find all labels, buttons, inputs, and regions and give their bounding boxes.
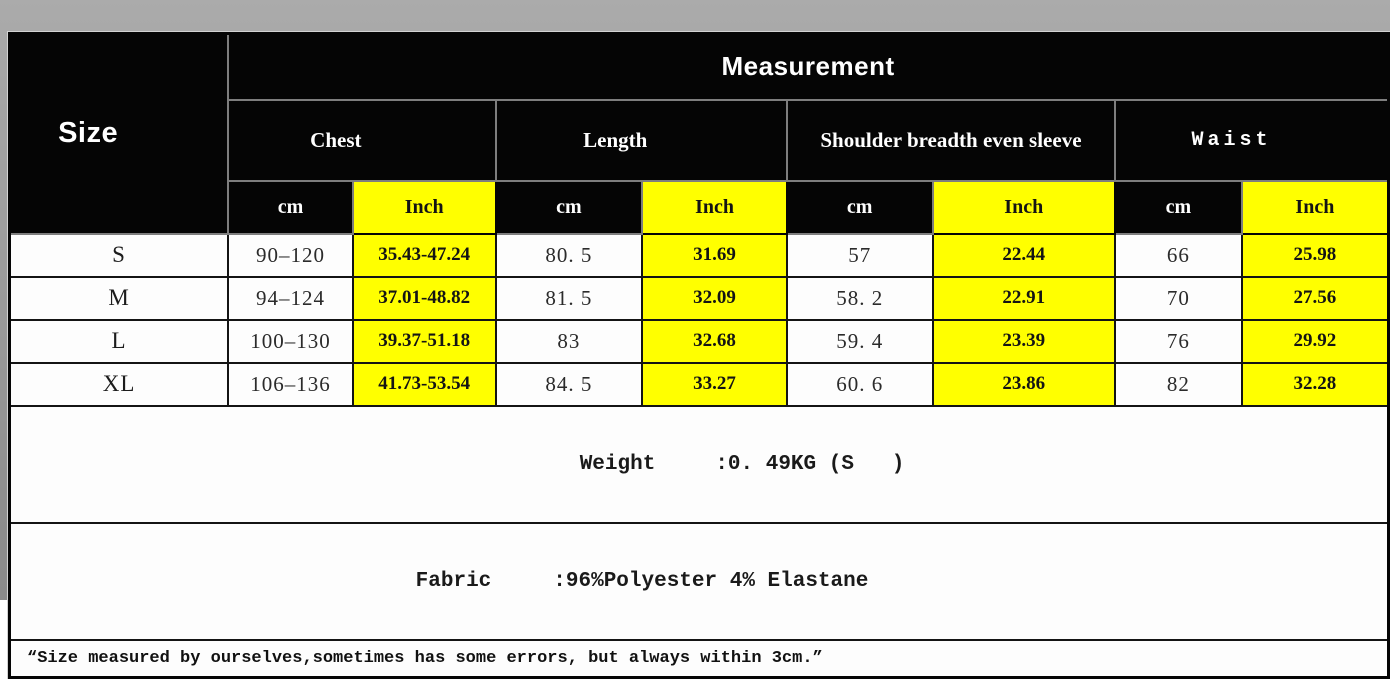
xl-length-inch: 33.27 xyxy=(642,363,787,406)
table-row-l xyxy=(10,320,1389,363)
l-length-cm: 83 xyxy=(496,320,643,363)
weight-label: Weight xyxy=(579,452,656,476)
unit-header-shoulder-cm: cm xyxy=(787,181,933,234)
fabric-label: Fabric xyxy=(415,569,492,593)
table-row-m xyxy=(10,277,1389,320)
xl-waist-cm: 82 xyxy=(1115,363,1242,406)
weight-row xyxy=(10,406,1389,523)
s-chest-cm: 90–120 xyxy=(228,234,353,277)
l-chest-inch: 39.37-51.18 xyxy=(353,320,496,363)
fabric-row xyxy=(10,523,1389,640)
m-shoulder-cm: 58. 2 xyxy=(787,277,933,320)
unit-header-waist-cm: cm xyxy=(1115,181,1242,234)
m-waist-cm: 70 xyxy=(1115,277,1242,320)
s-chest-inch: 35.43-47.24 xyxy=(353,234,496,277)
l-shoulder-cm: 59. 4 xyxy=(787,320,933,363)
table-row-xl xyxy=(10,363,1389,406)
note-row xyxy=(10,640,1389,678)
l-shoulder-inch: 23.39 xyxy=(933,320,1116,363)
unit-header-waist-inch: Inch xyxy=(1242,181,1389,234)
m-chest-cm: 94–124 xyxy=(228,277,353,320)
xl-length-cm: 84. 5 xyxy=(496,363,643,406)
size-cell-xl: XL xyxy=(10,363,229,406)
s-waist-inch: 25.98 xyxy=(1242,234,1389,277)
weight-value: :0. 49KG (S ) xyxy=(715,452,905,476)
table-row-s xyxy=(10,234,1389,277)
s-shoulder-cm: 57 xyxy=(787,234,933,277)
size-cell-m: M xyxy=(10,277,229,320)
m-shoulder-inch: 22.91 xyxy=(933,277,1116,320)
xl-chest-inch: 41.73-53.54 xyxy=(353,363,496,406)
group-header-chest: Chest xyxy=(228,100,495,181)
group-header-shoulder: Shoulder breadth even sleeve xyxy=(787,100,1115,181)
size-cell-l: L xyxy=(10,320,229,363)
size-cell-s: S xyxy=(10,234,229,277)
xl-chest-cm: 106–136 xyxy=(228,363,353,406)
group-header-waist: Waist xyxy=(1115,100,1389,181)
s-length-inch: 31.69 xyxy=(642,234,787,277)
unit-header-chest-inch: Inch xyxy=(353,181,496,234)
s-length-cm: 80. 5 xyxy=(496,234,643,277)
xl-shoulder-inch: 23.86 xyxy=(933,363,1116,406)
xl-shoulder-cm: 60. 6 xyxy=(787,363,933,406)
m-chest-inch: 37.01-48.82 xyxy=(353,277,496,320)
measurement-disclaimer-note: “Size measured by ourselves,sometimes has some errors, but always within 3cm.” xyxy=(10,640,1389,678)
m-length-inch: 32.09 xyxy=(642,277,787,320)
s-waist-cm: 66 xyxy=(1115,234,1242,277)
l-length-inch: 32.68 xyxy=(642,320,787,363)
l-waist-cm: 76 xyxy=(1115,320,1242,363)
l-chest-cm: 100–130 xyxy=(228,320,353,363)
unit-header-chest-cm: cm xyxy=(228,181,353,234)
unit-header-length-inch: Inch xyxy=(642,181,787,234)
l-waist-inch: 29.92 xyxy=(1242,320,1389,363)
size-chart-table xyxy=(8,32,1390,679)
m-length-cm: 81. 5 xyxy=(496,277,643,320)
size-column-header: Size xyxy=(10,34,229,234)
s-shoulder-inch: 22.44 xyxy=(933,234,1116,277)
xl-waist-inch: 32.28 xyxy=(1242,363,1389,406)
m-waist-inch: 27.56 xyxy=(1242,277,1389,320)
unit-header-shoulder-inch: Inch xyxy=(933,181,1116,234)
fabric-value: :96%Polyester 4% Elastane xyxy=(553,569,869,593)
group-header-length: Length xyxy=(496,100,787,181)
unit-header-length-cm: cm xyxy=(496,181,643,234)
measurement-header: Measurement xyxy=(228,34,1388,100)
